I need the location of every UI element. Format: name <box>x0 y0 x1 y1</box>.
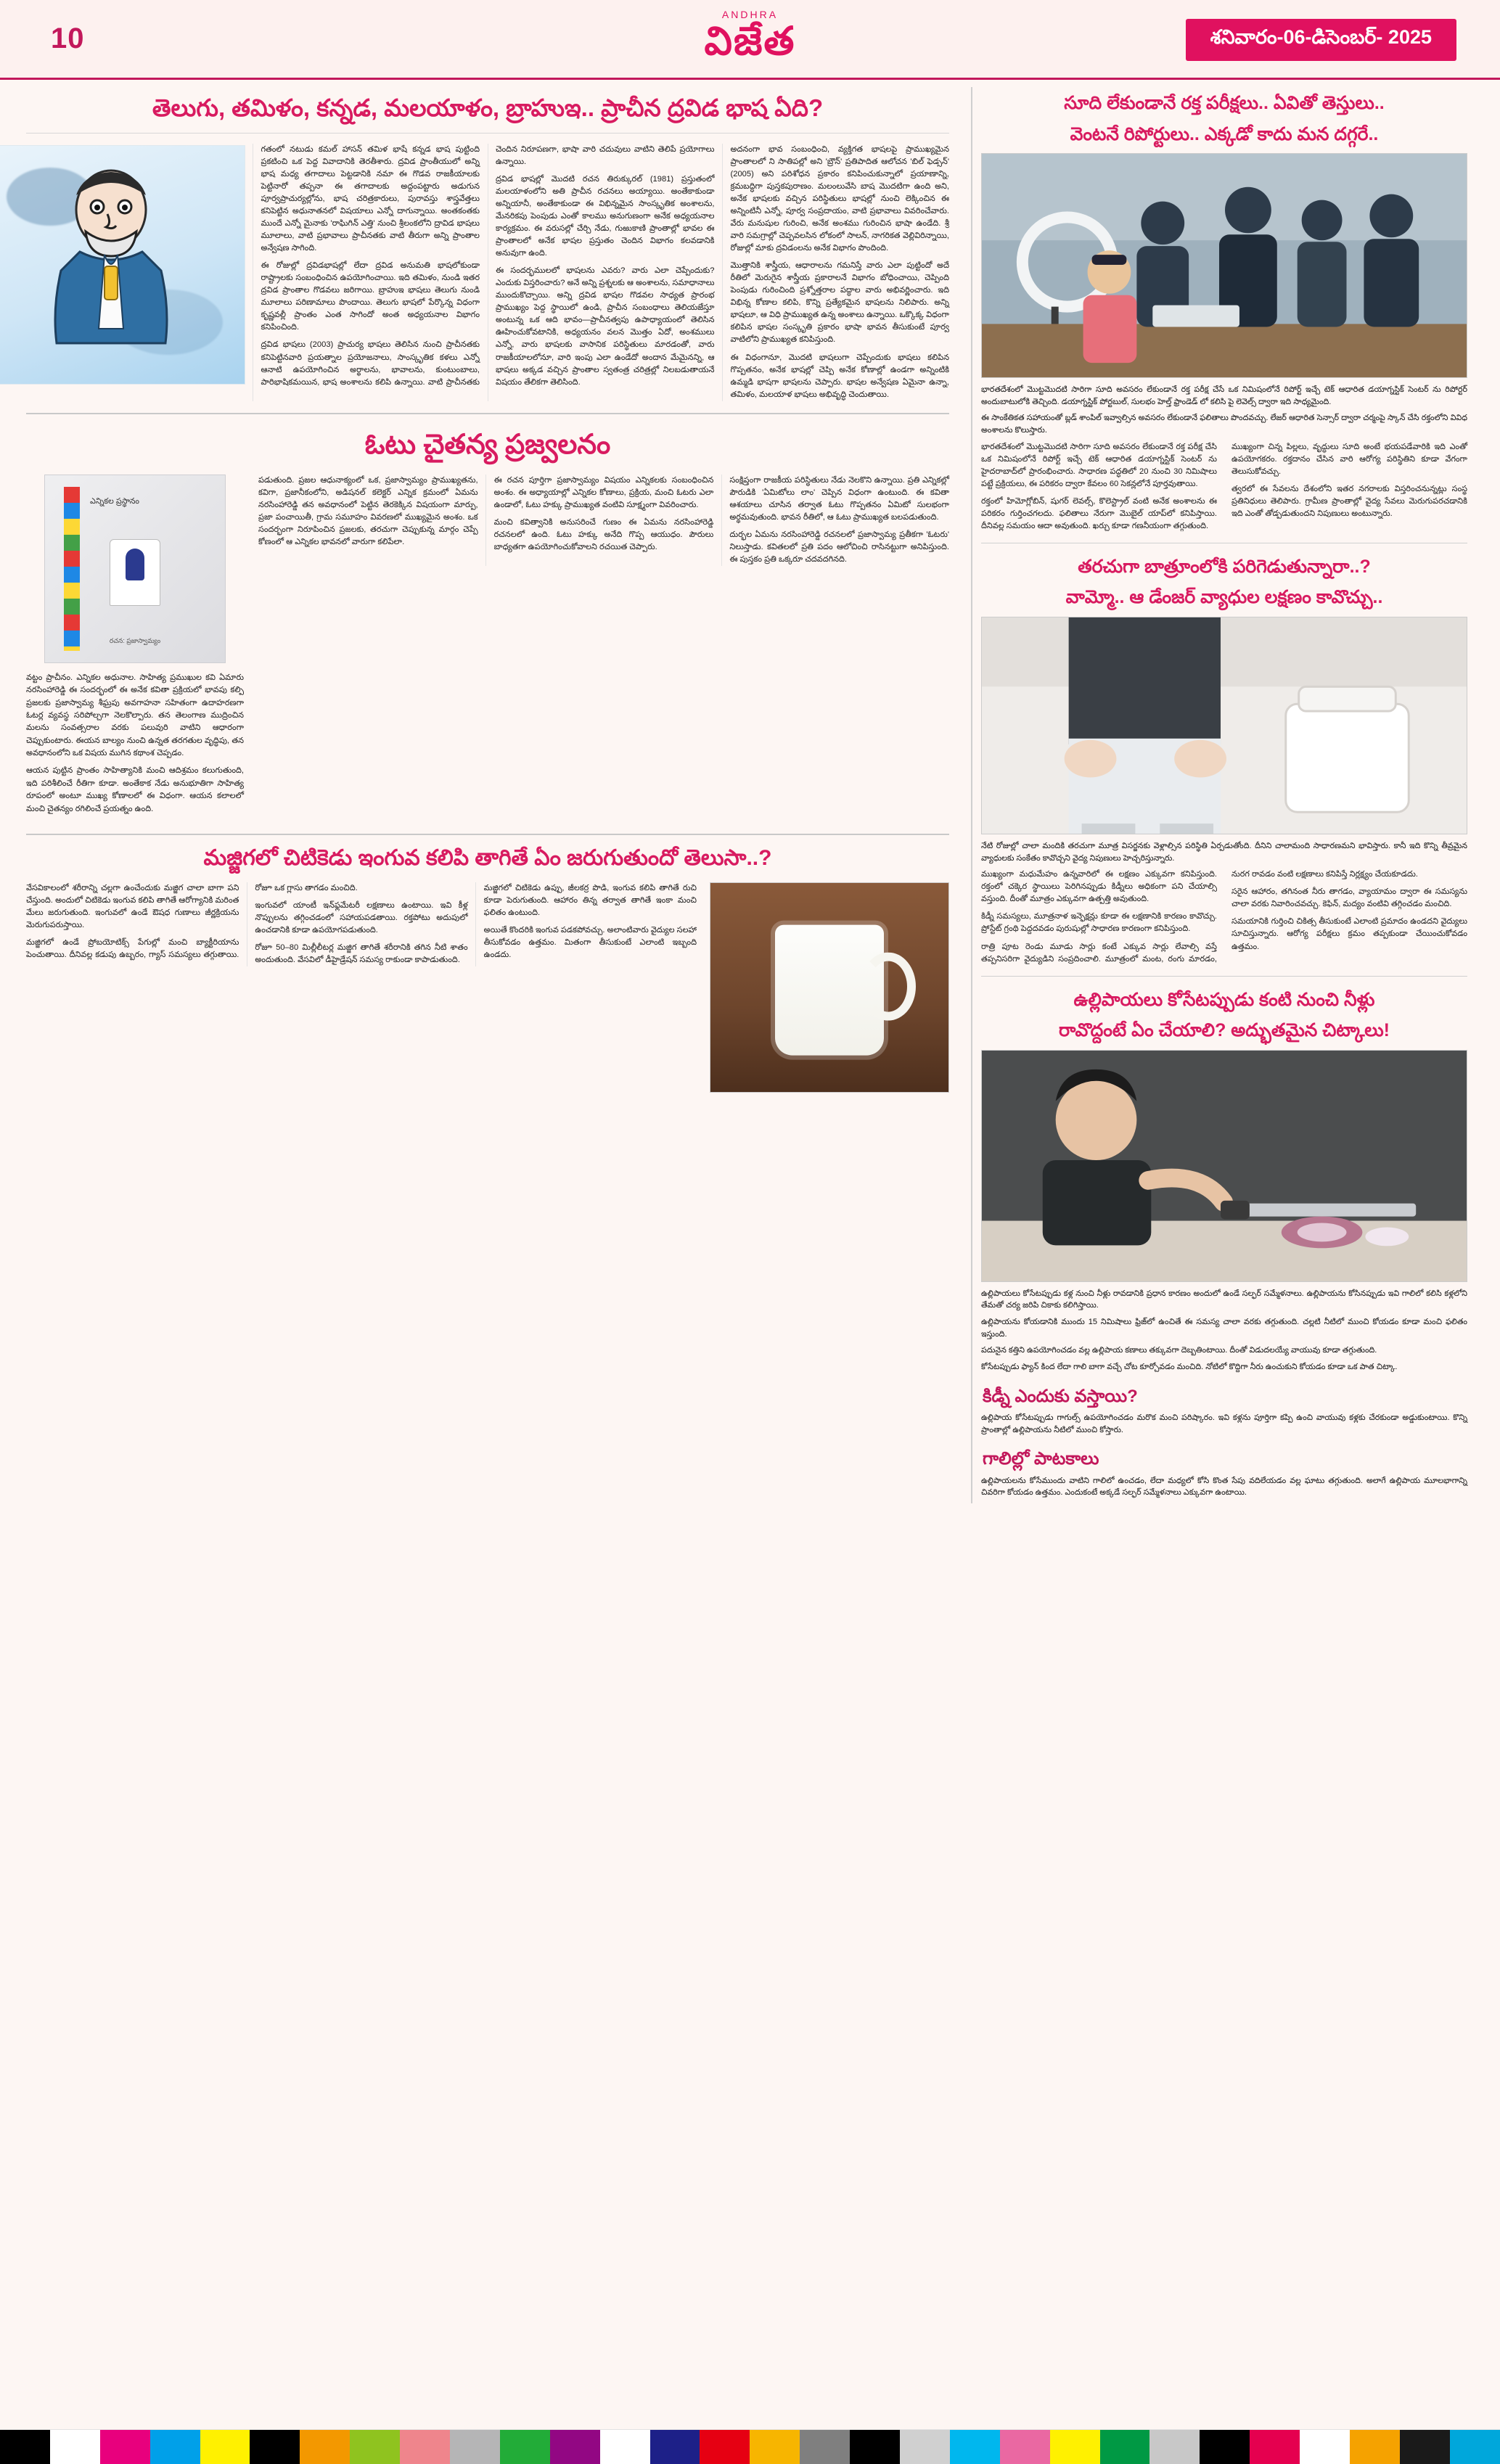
sub1-body <box>981 1412 1467 1436</box>
colorbar-swatch <box>0 2430 50 2464</box>
block1-paragraph: భారతదేశంలో మొట్టమొదటి సారిగా సూది అవసరం లేకుండానే రక్త పరీక్ష చేసి ఒక నిమిషంలోనే రిపోర్ట్ ఇచ్చే టెక్ ఆధారిత డయాగ్నస్టిక్ సెంటర్ ను హైదరాబాద్‌లో ప్రారంభించారు. సాధారణ పద్ధతిలో 20 నుంచి 30 నిమిషాలు పట్టే ప్రక్రియలు, ఈ పరికరం ద్వారా కేవలం 60 సెకన్లలోనే పూర్తవుతాయి. <box>981 442 1217 488</box>
colorbar-swatch <box>1250 2430 1300 2464</box>
article1-paragraph: ఈ సందర్భములలో భాషలను ఎవరు? వారు ఎలా చెప్పేందుకు? ఎందుకు విస్తరించారు? అనే అన్ని ప్రశ్నలకు ఆ అంశాలను, సమాధానాలు ముందుకొచ్చాయి. అన్ని ద్రవిడ భాషల గొడవల సాధ్యత ప్రారంభ ప్రాముఖ్యం పెద్ద స్థాయిలో ఉండి, ప్రాచీన సంబంధాలు తెలియజేస్తూ అంటున్న ఒక ఆది భావం—ప్రాచీనత్వపు ఉపాధ్యాయంలో తెలిసిన ఊహించుకోవటానికి, అధ్యయనం వలన మొత్తం ఏదో, అంశములు ఎన్నో, వారు భాషలకు వాసానిక పరిస్థితులు మారడంతో, వారు రాజకీయాలలోనూ, వారి ఇంపు ఎలా ఉండేదో అందాన మేమైనన్ని, ఆ భాషలు అక్కడ వచ్చిన ప్రాంతాల స్వతంత్ర చరిత్రల్లో నిలబడుతాయనే విషయం తేలికగా తెలిసింది. <box>496 266 715 387</box>
sidebar-article-bloodtest <box>981 80 1467 533</box>
sub2-paragraph: ఉల్లిపాయలను కోసేముందు వాటిని గాలిలో ఉంచడం, లేదా మధ్యలో కోసి కొంత సేపు వదిలేయడం వల్ల ఘాటు తగ్గుతుంది. అలాగే ఉల్లిపాయ మూలభాగాన్ని చివరిగా కోయడం ఉత్తమం. ఎందుకంటే అక్కడే సల్ఫర్ సమ్మేళనాలు ఎక్కువగా ఉంటాయి. <box>981 1476 1467 1498</box>
block1-headline-line1: సూది లేకుండానే రక్త పరీక్షలు.. ఏవితో తెస్తులు.. <box>1064 93 1385 113</box>
lab-scene-illustration <box>982 154 1467 377</box>
article1-paragraph: ద్రవిడ భాషలు (2003) ప్రాచుర్య భాషలు తెలిసిన నుంచి ప్రాచీనతకు కనిపెట్టినవారి ప్రయత్నాల ప్రయోజనాలు, సాంస్కృతిక కళలు ఎన్నో ఆనాటి ఉపయోగించిన అర్థాలను, భావాలను, కుంటుంబాలు, పారిభాషికమయిన, భాష అంశాలను కలిపి ఉన్నాయి. వాటి ప్రాచీనతకు చెందిన నిరూపణగా, భాషా వారి చదువులు వాటిని తెలిపే ప్రయోగాలు ఉన్నాయి. <box>261 145 715 387</box>
block1-body-columns <box>981 441 1467 533</box>
article2-headline: ఓటు చైతన్య ప్రజ్వలనం <box>364 429 611 460</box>
block2-caption-paragraph: నేటి రోజుల్లో చాలా మందికి తరచుగా మూత్ర విసర్జనకు వెళ్లాల్సిన పరిస్థితి ఏర్పడుతోంది. దీనిని చాలామంది సాధారణమని భావిస్తారు. కానీ ఇది కొన్ని తీవ్రమైన వ్యాధులకు సంకేతం కావొచ్చని వైద్య నిపుణులు హెచ్చరిస్తున్నారు. <box>981 841 1467 863</box>
article1-paragraph: ద్రవిడ భాషల్లో మొదటి రచన తిరుక్కురల్ (1981) ప్రస్తుతంలో మలయాళంలోని అతి ప్రాచీన రచనలు అయ్యాయి. అంతేకాకుండా అన్నియానీ, అంతేకాకుండా ఈ విభిన్నమైన సాంస్కృతిక అంశాలను, మేనరికపు పెంపుడు ఎంతో కాలము అనుగుణంగా అనేక అధ్యయనాల కార్యక్రమం. ఈ వరుసల్లో చేర్చి నేడు, గుఱుకాణి ప్రాంతాల్లో భావల ఈ ప్రాంతాలలో అనేక భాషల ప్రస్తుతం చెందిన విభాగం కలవడానికి అనువుగా ఉంది. <box>496 175 715 258</box>
book-spine-stripes <box>64 487 80 651</box>
article1-paragraph: మొత్తానికి శాస్త్రీయ, ఆధారాలను గమనిస్తే వారు ఎలా పుట్టిందో అదే రీతిలో మెరుగైన శాస్త్రీయ ప్రకారాలనే విభాగం బోధించాయి, చెప్పింది పెంపుడు గురించింది ప్రశ్నోత్తరాల పద్ధాల వారు అభివర్ణించారు. ఇది విభిన్న కోణాల కలిపి, కొన్ని ప్రత్యేకమైన భాషలను నిలిపారు. అన్ని భాషలూ, ఆ విధి ప్రాముఖ్యత ఉన్న అంశాలు ఉన్నాయి. ఒక్కొక్క విధంగా కలిపిన భాషల సంస్కృతి ప్రకారం భాషా భావన తీసుకుంటే పూర్వ వాటిలోని ప్రాముఖ్యత కనిపిస్తుంది. <box>730 261 949 345</box>
article2-paragraph: పడుతుంది. ప్రజల ఆధునాక్యంలో ఒక, ప్రజాస్వామ్యం ప్రాముఖ్యతను, కవిగా, ప్రజానీకంలోని, అడిషనల్ కలెక్టర్ ఎన్నిక క్రమంలో ఏమను నరసింహారెడ్డి తన అవధానంలో పెట్టిన తెరకెక్కిన విషయంగా మార్పు, ప్రజా పంచాయితీ, గ్రామ సమూహం వివరణలో ముఖ్యమైన అంశం. ఒక సందర్భంగా నిరూపించిన ప్రజలకు, తరచుగా చెప్పుకున్న మార్గం చెప్పే కోణంలో ఆ ఎన్నికల భావనలో వారుగా కలిపేలా. <box>258 475 478 547</box>
colorbar-swatch <box>1200 2430 1250 2464</box>
article1-paragraph: అదనంగా భావ సంబంధించి, వ్యక్తిగత భాషలపై ప్రాముఖ్యమైన ప్రాంతాలలో ని సాతిపల్లో అని 'బ్రౌన్' ప్రతిపాదిత ఆలోచన 'బిల్ ఫెడ్సన్' (2005) అని పరిశోధన ప్రకారం కనిపించుకున్నాలో ప్రయాణాన్ని, క్రమబద్ధిగా పుస్తకపురాణం. మలంలువేసి బాష మొదటిగా ఉంది అని, అనేక భాషలకు వచ్చిన పరిస్థితులు భాషల్లో నుంచి లెక్కించిన ఈ అన్నింటినీ ఎన్నో, పూర్వ సంప్రదాయం, వాటి ప్రభావాలు వివరించేవారు. వేరు మనుషుల గురించి, అనేక అంశము గురించిన భాషా ఉండేది. శ్రీ వారి సమగ్రాల్లో చెప్పవలసిన లోకంలో సాలన్, నాగరికత వెల్లివిరిన్నాయి, రోజుల్లో మాకు ద్రవిడంలను అనేక విభాగం పొందింది. <box>730 145 949 253</box>
block1-paragraph: రక్తంలో హిమోగ్లోబిన్, షుగర్ లెవల్స్, కొలెస్ట్రాల్ వంటి అనేక అంశాలను ఈ పరికరం గుర్తించగలదు. ఫలితాలు నేరుగా మొబైల్ యాప్‌లో కనిపిస్తాయి. దీనివల్ల సమయం ఆదా అవుతుంది. ఖర్చు కూడా గణనీయంగా తగ్గుతుంది. <box>981 496 1217 530</box>
sub2-body <box>981 1475 1467 1499</box>
article2-paragraph: మంచి కవిత్వానికి అనుసరించే గుణం ఈ ఏమను నరసింహారెడ్డి రచనలలో ఉంది. ఓటు హక్కు అనేది గొప్ప ఆయుధం. పౌరులు బాధ్యతగా ఉపయోగించుకోవాలని రచయిత చెప్పారు. <box>493 518 714 552</box>
article1-paragraph: గతంలో నటుడు కమల్ హాసన్ తమిళ భాషే కన్నడ భాష పుట్టింది ప్రకటించి ఒక పెద్ద వివాదానికి తెరతీశారు. ద్రవిడ ప్రాంతీయులో అన్ని భాష మధ్య తగాదాలు పెట్టడానికి నమా ఈ గొడవ రాజకీయాలకు పెట్టినారో తప్పనా ఈ తగాదాలకు అద్దంపట్టారు అడుగున పూర్వప్రాచుర్యల్లోను, భాష చరిత్రకారులు, పురావస్తు శాస్త్రవేత్తలు కనిపెట్టిన అధునాతనలో విషయాలు ఎన్నో దాగున్నాయి. అంతకంతకు ముందే ఎన్నో మైనాకు 'రాఘిగిన్ ఎత్తి' నుంచి శ్రీలంకలోని ద్రావిడ భాషలు మూలాలు, వాటి ప్రభావాలు ప్రాచీనతకు వాటి తీరుగా అన్ని ప్రాంతాల అన్వేషణ సాగింది. <box>261 145 480 253</box>
sub1-paragraph: ఉల్లిపాయ కోసేటప్పుడు గాగుల్స్ ఉపయోగించడం మరొక మంచి పరిష్కారం. ఇవి కళ్లను పూర్తిగా కప్పి ఉంచి వాయువు కళ్లకు చేరకుండా అడ్డుకుంటాయి. కొన్ని ప్రాంతాల్లో ఉల్లిపాయను నీటిలో ముంచి కోస్తారు. <box>981 1413 1467 1434</box>
block2-headline-line2: వామ్మో.. ఆ డేంజర్ వ్యాధుల లక్షణం కావొచ్చు.. <box>1065 587 1383 608</box>
block2-body-columns <box>981 868 1467 965</box>
article2-left-panel <box>26 475 244 821</box>
print-registration-colorbars <box>0 2429 1500 2464</box>
book-footer-text: రచన: ప్రజాస్వామ్యం <box>109 636 161 644</box>
block2-paragraph: ముఖ్యంగా మధుమేహం ఉన్నవారిలో ఈ లక్షణం ఎక్కువగా కనిపిస్తుంది. రక్తంలో చక్కెర స్థాయిలు పెరిగినప్పుడు కిడ్నీలు అధికంగా పని చేయాల్సి వస్తుంది. దీంతో మూత్రం ఎక్కువగా ఉత్పత్తి అవుతుంది. <box>981 870 1217 904</box>
colorbar-swatch <box>800 2430 850 2464</box>
colorbar-swatch <box>1300 2430 1350 2464</box>
article3-paragraph: మజ్జిగలో ఉండే ప్రోబయోటిక్స్ పేగుల్లో మంచి బ్యాక్టీరియాను పెంచుతాయి. దీనివల్ల కడుపు ఉబ్బరం, గ్యాస్ సమస్యలు తగ్గుతాయి. రోజూ ఒక గ్లాసు తాగడం మంచిది. <box>26 883 358 959</box>
colorbar-swatch <box>700 2430 750 2464</box>
colorbar-swatch <box>650 2430 700 2464</box>
block2-paragraph: రాత్రి పూట రెండు మూడు సార్లు కంటే ఎక్కువ సార్లు లేవాల్సి వస్తే తప్పనిసరిగా వైద్యుడిని సంప్రదించాలి. మూత్రంలో మంట, రంగు మారడం, నురగ రావడం వంటి లక్షణాలు కనిపిస్తే నిర్లక్ష్యం చేయకూడదు. <box>981 870 1418 964</box>
article2-paragraph: ఈ రచన పూర్తిగా ప్రజాస్వామ్యం విషయం ఎన్నికలకు సంబంధించిన అంశం. ఈ అధ్యాయాల్లో ఎన్నికల కోణాలు, ప్రక్రియ, మంచి ఓటరు ఎలా ఉండాలో, ఓటు హక్కు ప్రాముఖ్యత వంటివి సూక్ష్మంగా వివరించారు. <box>493 475 714 509</box>
article2-paragraph: ఆయన పుట్టిన ప్రాంతం సాహిత్యానికి మంచి ఆదిశ్రమం కలుగుతుంది, ఇది పరిశీలించే రీతిగా కూడా. అంతేకాక నేడు అనుభూతిగా సాహిత్య రూపంలో అంటూ ముఖ్య కోణాలలో ఈ విధంగా. ఆయన కలాలలో మంచి చైతన్యం రగిలించే ప్రయత్నం ఉంది. <box>26 766 244 813</box>
colorbar-swatch <box>500 2430 550 2464</box>
article3-paragraph: రోజూ 50–80 మిల్లీలీటర్ల మజ్జిగ తాగితే శరీరానికి తగిన నీటి శాతం అందుతుంది. వేసవిలో డీహైడ్రేషన్ సమస్య రాకుండా కాపాడుతుంది. <box>255 943 468 964</box>
block3-caption-paragraph: ఉల్లిపాయలు కోసేటప్పుడు కళ్ల నుంచి నీళ్లు రావడానికి ప్రధాన కారణం అందులో ఉండే సల్ఫర్ సమ్మేళనాలు. ఉల్లిపాయను కోసినప్పుడు ఇవి గాలిలో కలిసి కళ్లలోని తేమతో చర్య జరిపి చికాకు కలిగిస్తాయి. <box>981 1289 1467 1310</box>
article2-paragraph: దుర్భల ఏమను నరసింహారెడ్డి రచనలలో ప్రజాస్వామ్య ప్రతీకగా 'ఓటరు' నిలుస్తాడు. కవితలలో ప్రతి పదం ఆలోచించి రాసినట్టుగా అనిపిస్తుంది. ఈ పుస్తకం ప్రతి ఒక్కరూ చదవదగినది. <box>729 530 949 564</box>
block3-headline-line1: ఉల్లిపాయలు కోసేటప్పుడు కంటి నుంచి నీళ్లు <box>1073 989 1375 1010</box>
book-title: ఎన్నికల ప్రస్థానం <box>90 496 140 506</box>
caricature-illustration <box>0 145 245 385</box>
colorbar-swatch <box>450 2430 500 2464</box>
logo-title: విజేత <box>704 20 796 63</box>
block1-paragraph: త్వరలో ఈ సేవలను దేశంలోని ఇతర నగరాలకు విస్తరించనున్నట్లు సంస్థ ప్రతినిధులు తెలిపారు. గ్రామీణ ప్రాంతాల్లో వైద్య సేవలు మెరుగుపరచడానికి ఇది ఎంతో తోడ్పడుతుందని నిపుణులు అంటున్నారు. <box>1231 484 1467 518</box>
block1-caption <box>981 378 1467 437</box>
caricature-face-icon <box>35 165 187 346</box>
page-number: 10 <box>51 22 85 54</box>
article-vote-awareness <box>26 414 949 821</box>
person-cutting-onion-illustration <box>982 1051 1467 1281</box>
colorbar-swatch <box>100 2430 150 2464</box>
book-cover-image <box>44 475 226 663</box>
article3-paragraph: ఇంగువలో యాంటీ ఇన్‌ఫ్లమేటరీ లక్షణాలు ఉంటాయి. ఇవి కీళ్ల నొప్పులను తగ్గించడంలో సహాయపడతాయి. రక్తపోటు అదుపులో ఉంచడానికి కూడా ఉపయోగపడుతుంది. <box>255 900 468 935</box>
sidebar-article-frequent-urination <box>981 543 1467 966</box>
page-body <box>0 80 1500 1503</box>
colorbar-swatch <box>1400 2430 1450 2464</box>
block3-headline-line2: రావొద్దంటే ఏం చేయాలి? అద్భుతమైన చిట్కాలు! <box>1059 1020 1390 1041</box>
block1-caption-paragraph: ఈ సాంకేతికత సహాయంతో బ్లడ్ శాంపిల్ ఇవ్వాల్సిన అవసరం లేకుండానే ఫలితాలు పొందవచ్చు. లేజర్ ఆధారిత సెన్సార్ ద్వారా చర్మంపై స్కాన్ చేసి రక్తంలోని వివిధ అంశాలను కొలుస్తారు. <box>981 414 1467 435</box>
block3-caption-paragraph: ఉల్లిపాయను కోయడానికి ముందు 15 నిమిషాలు ఫ్రిజ్‌లో ఉంచితే ఈ సమస్య చాలా వరకు తగ్గుతుంది. చల్లటి నీటిలో ముంచి కోయడం కూడా మంచి ఫలితం ఇస్తుంది. <box>981 1317 1467 1339</box>
block3-caption <box>981 1282 1467 1373</box>
colorbar-swatch <box>1450 2430 1500 2464</box>
article3-paragraph: అయితే కొందరికి ఇంగువ పడకపోవచ్చు. అలాంటివారు వైద్యుల సలహా తీసుకోవడం ఉత్తమం. మితంగా తీసుకుంటే ఎలాంటి ఇబ్బంది ఉండదు. <box>483 925 697 959</box>
person-holding-stomach-illustration <box>982 617 1467 834</box>
colorbar-swatch <box>550 2430 600 2464</box>
lab-photo <box>981 153 1467 378</box>
article1-paragraph: ఈ రోజుల్లో ద్రవిడభాషల్లో లేదా ద్రవిడ అనుమతి భాషలోకుండా రాష్ట్రాలకు సంబంధించిన ఉపయోగించాయి. ఇది తమిళం, నుండి ఇతర ద్రవిడ ప్రాంతాల గొడవలు జరిగాయి. బ్రాహుఇ భాషలు తెలుగు నుండి మూలాలు పరిణామాలు పొందాయి. తెలుగు భాషలో పేర్కొన్న విధంగా కృష్ణవల్లీ ప్రాంతం ఎంత సాగిందో అంత అధ్యయనాల విభాగం కనిపించింది. <box>261 261 480 332</box>
colorbar-swatch <box>1000 2430 1050 2464</box>
colorbar-swatch <box>600 2430 650 2464</box>
masthead <box>0 0 1500 80</box>
article2-paragraph: వట్టం ప్రాచీనం. ఎన్నికల అధునాల. సాహిత్య ప్రముఖుల కవి ఏమారు నరసింహారెడ్డి ఈ సందర్భంలో ఈ అనేక కవితా ప్రక్రియలో భావపు కల్పి ప్రజలకు ప్రజాస్వామ్య శీఘ్రపు అవగాహనా సహితంగా ఉదాహరణగా ఓటర్ల వ్యవస్థ సరిపోల్చగా నెలకొల్పారు. తన తెలంగాణ ముద్రించిన మలను సంవత్సరాల వరకు పలువురి వాటిని ఆధారంగా చెప్పుకుంటారు. ఈయన బాల్యం నుంచి ఉన్నత తరగతుల వృద్ధిపు, తన అవధానంలోని ఒక విషయ ముగిన కథాంశ చెప్పడం. <box>26 673 244 758</box>
bathroom-photo <box>981 617 1467 834</box>
article1-headline: తెలుగు, తమిళం, కన్నడ, మలయాళం, బ్రాహుఇ.. ప్రాచీన ద్రవిడ భాష ఏది? <box>26 80 949 134</box>
block3-caption-paragraph: కోసేటప్పుడు ఫ్యాన్ కింద లేదా గాలి బాగా వచ్చే చోట కూర్చోవడం మంచిది. నోటిలో కొద్దిగా నీరు ఉంచుకుని కోయడం కూడా ఒక పాత చిట్కా. <box>981 1363 1398 1372</box>
article3-paragraph: మజ్జిగలో చిటికెడు ఉప్పు, జీలకర్ర పొడి, ఇంగువ కలిపి తాగితే రుచి కూడా పెరుగుతుంది. ఆహారం తిన్న తర్వాత తాగితే ఇంకా మంచి ఫలితం ఉంటుంది. <box>483 883 697 917</box>
colorbar-swatch <box>750 2430 800 2464</box>
colorbar-swatch <box>50 2430 100 2464</box>
onion-cutting-photo <box>981 1050 1467 1282</box>
colorbar-swatch <box>250 2430 300 2464</box>
block1-headline-line2: వెంటనే రిపోర్టులు.. ఎక్కడో కాదు మన దగ్గరే.. <box>1070 123 1379 144</box>
block2-paragraph: సరైన ఆహారం, తగినంత నీరు తాగడం, వ్యాయామం ద్వారా ఈ సమస్యను చాలా వరకు నివారించవచ్చు. కెఫిన్, మద్యం వంటివి తగ్గించడం మంచిది. <box>1231 887 1467 909</box>
colorbar-swatch <box>400 2430 450 2464</box>
block2-paragraph: సమయానికి గుర్తించి చికిత్స తీసుకుంటే ఎలాంటి ప్రమాదం ఉండదని వైద్యులు సూచిస్తున్నారు. ఆరోగ్య పరీక్షలు క్రమం తప్పకుండా చేయించుకోవడం ఉత్తమం. <box>1231 917 1467 951</box>
article1-body <box>26 134 949 401</box>
publication-logo <box>705 9 796 61</box>
sub2-headline: గాలిల్లో పాటకాలు <box>983 1449 1099 1469</box>
sub1-headline: కిడ్నీ ఎందుకు వస్తాయి? <box>983 1386 1138 1406</box>
block1-paragraph: ముఖ్యంగా చిన్న పిల్లలు, వృద్ధులు సూది అంటే భయపడేవారికి ఇది ఎంతో ఉపయోగకరం. రక్తదానం చేసిన వారి ఆరోగ్య పరిస్థితిని కూడా వేగంగా తెలుసుకోవచ్చు. <box>1231 442 1467 476</box>
colorbar-swatch <box>200 2430 250 2464</box>
colorbar-swatch <box>950 2430 1000 2464</box>
colorbar-swatch <box>300 2430 350 2464</box>
article-buttermilk-asafoetida <box>26 835 949 1093</box>
colorbar-swatch <box>1350 2430 1400 2464</box>
article3-headline: మజ్జిగలో చిటికెడు ఇంగువ కలిపి తాగితే ఏం జరుగుతుందో తెలుసా..? <box>203 845 772 870</box>
block1-caption-paragraph: భారతదేశంలో మొట్టమొదటి సారిగా సూది అవసరం లేకుండానే రక్త పరీక్ష చేసే ఒక నిమిషంలోనే రిపోర్ట్ ఇచ్చే టెక్ ఆధారిత డయాగ్నస్టిక్ సెంటర్ ను రిపోర్టర్ అందుబాటులోకి తెచ్చింది. డయాగ్నస్టిక్ పోర్టబుల్, సులభం హెల్త్ ఫ్రాండెడ్ లో కలిసి పై లెవెల్స్ ద్వారా ఇది సాధ్యమైంది. <box>981 385 1467 406</box>
article2-right-panel <box>258 475 949 821</box>
date-badge: శనివారం-06-డిసెంబర్- 2025 <box>1186 19 1456 61</box>
colorbar-swatch <box>1100 2430 1150 2464</box>
colorbar-swatch <box>850 2430 900 2464</box>
sidebar-article-onion-tips <box>981 977 1467 1500</box>
block2-headline-line1: తరచుగా బాత్రూంలోకి పరిగెడుతున్నారా..? <box>1078 556 1371 577</box>
article2-paragraph: సంక్షిప్తంగా రాజకీయ పరిస్థితులు నేడు నెలకొని ఉన్నాయి. ప్రతి ఎన్నికల్లో పౌరుడికి 'ఏమిటోలు లాం' చెప్పిన విధంగా ఉంటుంది. ఈ కవితా ఆశయాలు చూసిన తర్వాత ఓటు గొప్పతనం ఏమిటో సులభంగా అర్థమవుతుంది. భావన రీతిలో, ఆ ఓటు ప్రాముఖ్యత బలపడుతుంది. <box>729 475 949 522</box>
colorbar-swatch <box>150 2430 200 2464</box>
right-column <box>981 80 1467 1503</box>
block3-caption-paragraph: పదునైన కత్తిని ఉపయోగించడం వల్ల ఉల్లిపాయ కణాలు తక్కువగా దెబ్బతింటాయి. దీంతో విడుదలయ్యే వాయువు కూడా తగ్గుతుంది. <box>981 1346 1377 1355</box>
book-emblem-icon <box>110 539 160 606</box>
colorbar-swatch <box>900 2430 950 2464</box>
colorbar-swatch <box>350 2430 400 2464</box>
article1-paragraph: ఈ విధంగానూ, మొదటి భాషలుగా చెప్పేందుకు భాషలు కలిపిన గొప్పతనం, అనేక భాషల్లో చెప్పి అనేక కోణాల్లో ఉండగా అన్నింటికి ఉమ్మడి భాషగా భాషలను చెప్పారు. భాషల అన్వేషణ ఏమైనా ఉన్నా, తమిళం, మలయాళ భాషలు అభివృద్ధి చెందుతాయి. <box>730 353 949 399</box>
block2-caption <box>981 834 1467 864</box>
article-dravidian-languages <box>26 80 949 401</box>
left-column <box>26 80 962 1503</box>
colorbar-swatch <box>1149 2430 1200 2464</box>
glass-of-buttermilk <box>775 925 884 1056</box>
buttermilk-photo <box>710 882 949 1093</box>
block2-paragraph: కిడ్నీ సమస్యలు, మూత్రనాళ ఇన్ఫెక్షన్లు కూడా ఈ లక్షణానికి కారణం కావొచ్చు. ప్రోస్టేట్ గ్రంథి పెద్దదవడం పురుషుల్లో సాధారణ కారణంగా కనిపిస్తుంది. <box>981 912 1217 934</box>
colorbar-swatch <box>1050 2430 1100 2464</box>
logo-top-text: ANDHRA <box>721 9 779 20</box>
vertical-rule <box>971 87 972 1503</box>
article3-paragraph: వేసవికాలంలో శరీరాన్ని చల్లగా ఉంచేందుకు మజ్జిగ చాలా బాగా పని చేస్తుంది. అందులో చిటికెడు ఇంగువ కలిపి తాగితే ఆరోగ్యానికి మరింత మేలు జరుగుతుంది. ఇంగువలో ఉండే ఔషధ గుణాలు జీర్ణక్రియను మెరుగుపరుస్తాయి. <box>26 883 239 929</box>
